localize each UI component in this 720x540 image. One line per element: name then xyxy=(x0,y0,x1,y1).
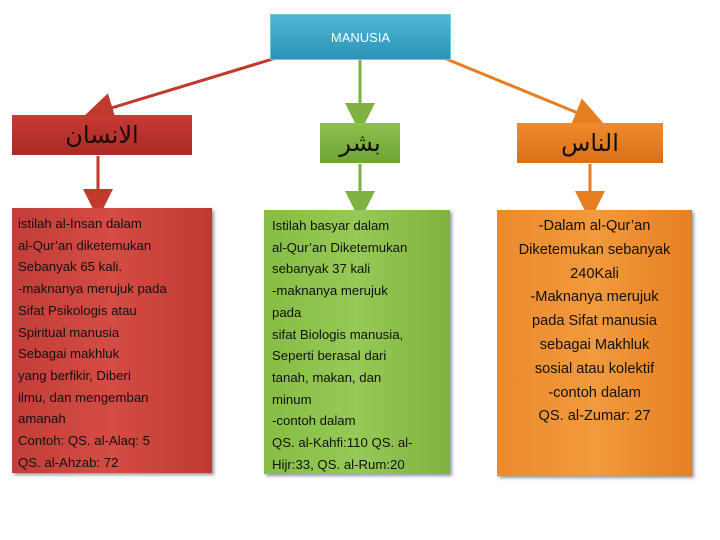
heading-insan xyxy=(12,115,192,155)
heading-nas xyxy=(517,123,663,163)
body-basyar: Istilah basyar dalam al-Qur’an Diketemukan sebanyak 37 kali -maknanya merujuk pada sifat Biologis manusia, Seperti berasal dari tanah, makan, dan minum -contoh dalam QS. al-Kahfi:110 QS. al- Hijr:33, QS. al-Rum:20 xyxy=(264,210,450,474)
heading-nas-label: الناس xyxy=(561,129,619,157)
heading-basyar-label: بشر xyxy=(339,129,381,157)
arrow-root-to-insan xyxy=(98,58,276,112)
root-label: MANUSIA xyxy=(330,29,391,45)
arrow-root-to-nas xyxy=(444,58,590,118)
heading-insan-label: الانسان xyxy=(65,121,139,149)
body-insan: istilah al-Insan dalam al-Qur’an diketemukan Sebanyak 65 kali. -maknanya merujuk pada Sifat Psikologis atau Spiritual manusia Sebagai makhluk yang berfikir, Diberi ilmu, dan mengemban amanah Contoh: QS. al-Alaq: 5 QS. al-Ahzab: 72 xyxy=(12,208,212,473)
body-nas: -Dalam al-Qur’an Diketemukan sebanyak 240Kali -Maknanya merujuk pada Sifat manusia sebagai Makhluk sosial atau kolektif -contoh dalam QS. al-Zumar: 27 xyxy=(497,210,692,476)
root-node xyxy=(270,14,451,60)
heading-basyar xyxy=(320,123,400,163)
